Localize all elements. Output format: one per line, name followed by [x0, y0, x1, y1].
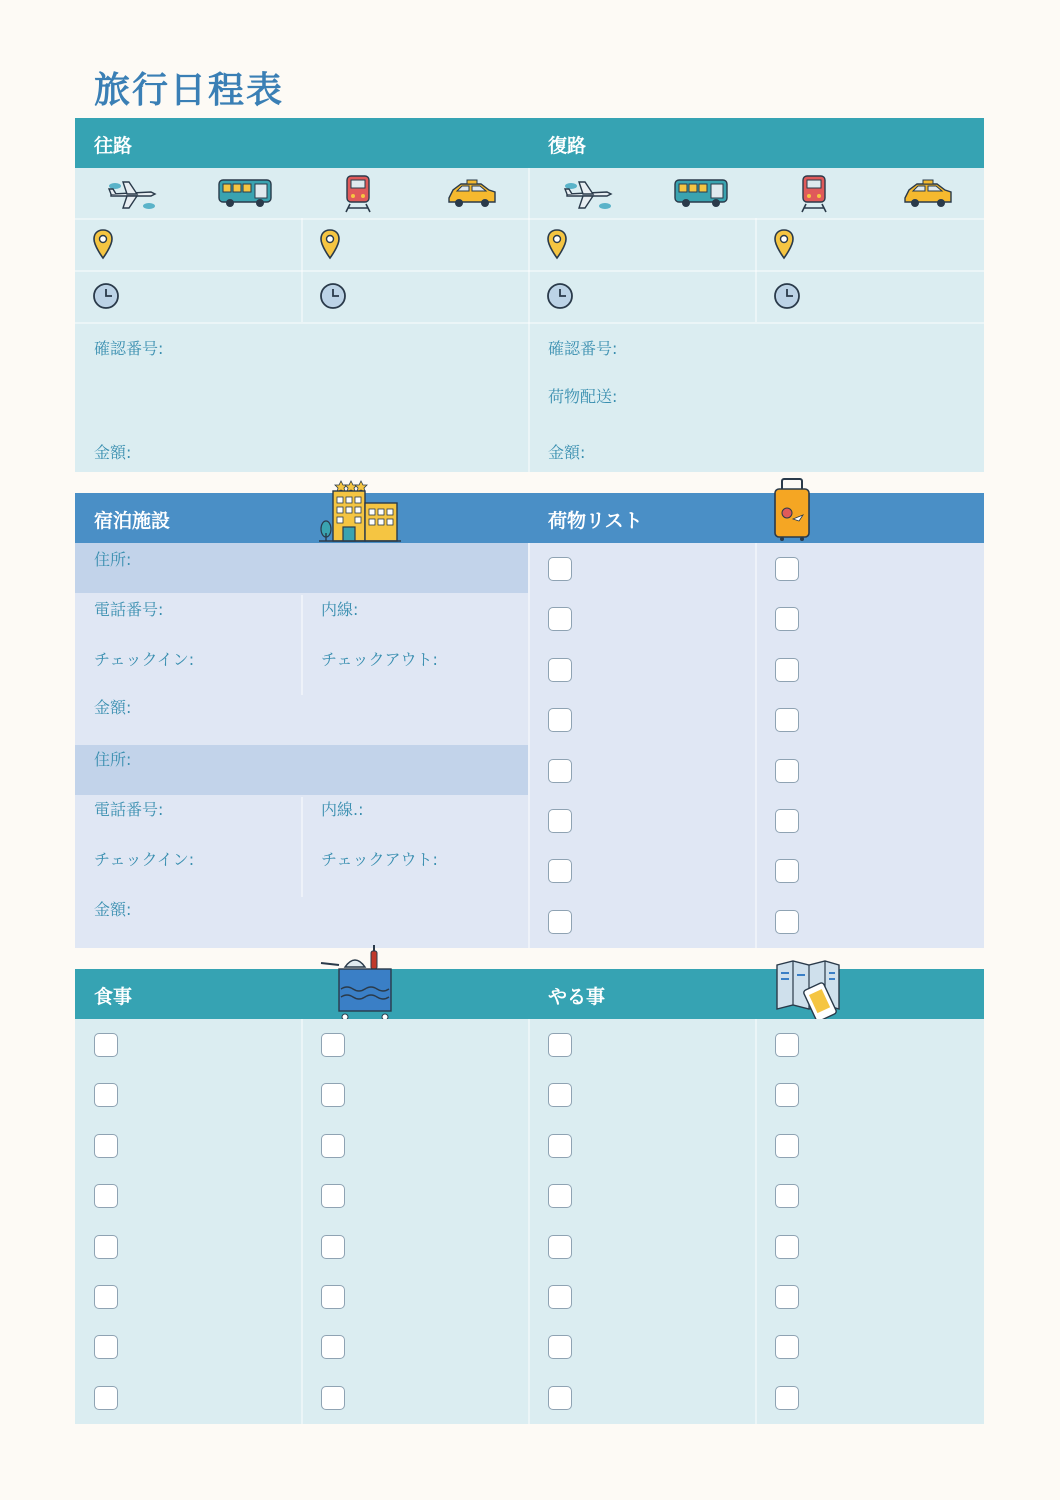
todo-checkbox[interactable]	[548, 1033, 572, 1057]
airplane-icon	[105, 176, 157, 214]
train-icon	[799, 174, 829, 214]
meal-checkbox[interactable]	[321, 1285, 345, 1309]
meals-todo-section	[75, 969, 984, 1424]
page-title: 旅行日程表	[94, 70, 285, 111]
packing-checkbox[interactable]	[775, 708, 799, 732]
todo-checkbox[interactable]	[775, 1033, 799, 1057]
outbound-amount-label: 金額:	[94, 443, 132, 462]
clock-icon	[546, 282, 574, 310]
transport-body	[75, 168, 984, 472]
transport-section	[75, 118, 984, 472]
packing-checkbox[interactable]	[775, 809, 799, 833]
meals-todo-header	[75, 969, 984, 1019]
packing-checkbox[interactable]	[548, 759, 572, 783]
bus-icon	[671, 176, 731, 212]
packing-header: 荷物リスト	[548, 510, 643, 532]
extension-label: 内線.:	[321, 800, 364, 819]
todo-checkbox[interactable]	[775, 1184, 799, 1208]
transport-header	[75, 118, 984, 168]
packing-checkbox[interactable]	[775, 557, 799, 581]
packing-checkbox[interactable]	[775, 607, 799, 631]
clock-icon	[319, 282, 347, 310]
meal-checkbox[interactable]	[94, 1033, 118, 1057]
meals-todo-body	[75, 1019, 984, 1424]
meal-checkbox[interactable]	[94, 1335, 118, 1359]
todo-checkbox[interactable]	[775, 1134, 799, 1158]
location-pin-icon	[546, 228, 568, 260]
extension-label: 内線:	[321, 600, 359, 619]
taxi-icon	[445, 178, 499, 210]
todo-checkbox[interactable]	[548, 1285, 572, 1309]
todo-checkbox[interactable]	[548, 1235, 572, 1259]
location-pin-icon	[319, 228, 341, 260]
todo-checkbox[interactable]	[548, 1386, 572, 1410]
packing-checkbox[interactable]	[775, 859, 799, 883]
return-header: 復路	[548, 135, 587, 157]
todo-checkbox[interactable]	[548, 1335, 572, 1359]
meal-checkbox[interactable]	[94, 1386, 118, 1410]
packing-checkbox[interactable]	[548, 910, 572, 934]
airplane-icon	[561, 176, 613, 214]
address-label: 住所:	[94, 550, 132, 569]
todo-checkbox[interactable]	[548, 1134, 572, 1158]
todo-header: やる事	[548, 986, 606, 1008]
location-pin-icon	[773, 228, 795, 260]
lodging-header: 宿泊施設	[94, 510, 171, 532]
packing-checkbox[interactable]	[548, 557, 572, 581]
lodging-amount-label: 金額:	[94, 900, 132, 919]
phone-label: 電話番号:	[94, 800, 164, 819]
meal-checkbox[interactable]	[321, 1335, 345, 1359]
outbound-confirmation-label: 確認番号:	[94, 339, 164, 358]
return-confirmation-label: 確認番号:	[548, 339, 618, 358]
clock-icon	[92, 282, 120, 310]
meal-checkbox[interactable]	[321, 1386, 345, 1410]
outbound-header: 往路	[94, 135, 133, 157]
location-pin-icon	[92, 228, 114, 260]
meal-checkbox[interactable]	[321, 1184, 345, 1208]
meal-checkbox[interactable]	[321, 1083, 345, 1107]
todo-checkbox[interactable]	[548, 1184, 572, 1208]
train-icon	[343, 174, 373, 214]
todo-checkbox[interactable]	[775, 1235, 799, 1259]
todo-checkbox[interactable]	[775, 1285, 799, 1309]
checkout-label: チェックアウト:	[321, 650, 438, 669]
checkout-label: チェックアウト:	[321, 850, 438, 869]
meals-header: 食事	[94, 986, 133, 1008]
meal-checkbox[interactable]	[94, 1134, 118, 1158]
meal-checkbox[interactable]	[94, 1285, 118, 1309]
room-service-cart-icon	[319, 945, 395, 1023]
packing-checkbox[interactable]	[548, 607, 572, 631]
return-amount-label: 金額:	[548, 443, 586, 462]
hotel-icon	[319, 477, 401, 543]
packing-checkbox[interactable]	[548, 809, 572, 833]
checkin-label: チェックイン:	[94, 850, 195, 869]
packing-checkbox[interactable]	[548, 859, 572, 883]
meal-checkbox[interactable]	[321, 1134, 345, 1158]
checkin-label: チェックイン:	[94, 650, 195, 669]
lodging-packing-body	[75, 543, 984, 948]
map-icon	[773, 959, 841, 1023]
suitcase-icon	[773, 477, 811, 541]
meal-checkbox[interactable]	[94, 1184, 118, 1208]
todo-checkbox[interactable]	[775, 1386, 799, 1410]
phone-label: 電話番号:	[94, 600, 164, 619]
packing-checkbox[interactable]	[775, 658, 799, 682]
todo-checkbox[interactable]	[775, 1083, 799, 1107]
meal-checkbox[interactable]	[94, 1083, 118, 1107]
address-label: 住所:	[94, 750, 132, 769]
meal-checkbox[interactable]	[94, 1235, 118, 1259]
baggage-delivery-label: 荷物配送:	[548, 387, 618, 406]
packing-checkbox[interactable]	[775, 910, 799, 934]
lodging-packing-header	[75, 493, 984, 543]
clock-icon	[773, 282, 801, 310]
meal-checkbox[interactable]	[321, 1235, 345, 1259]
bus-icon	[215, 176, 275, 212]
todo-checkbox[interactable]	[775, 1335, 799, 1359]
todo-checkbox[interactable]	[548, 1083, 572, 1107]
packing-checkbox[interactable]	[775, 759, 799, 783]
lodging-packing-section	[75, 493, 984, 948]
lodging-amount-label: 金額:	[94, 698, 132, 717]
packing-checkbox[interactable]	[548, 708, 572, 732]
taxi-icon	[901, 178, 955, 210]
meal-checkbox[interactable]	[321, 1033, 345, 1057]
packing-checkbox[interactable]	[548, 658, 572, 682]
